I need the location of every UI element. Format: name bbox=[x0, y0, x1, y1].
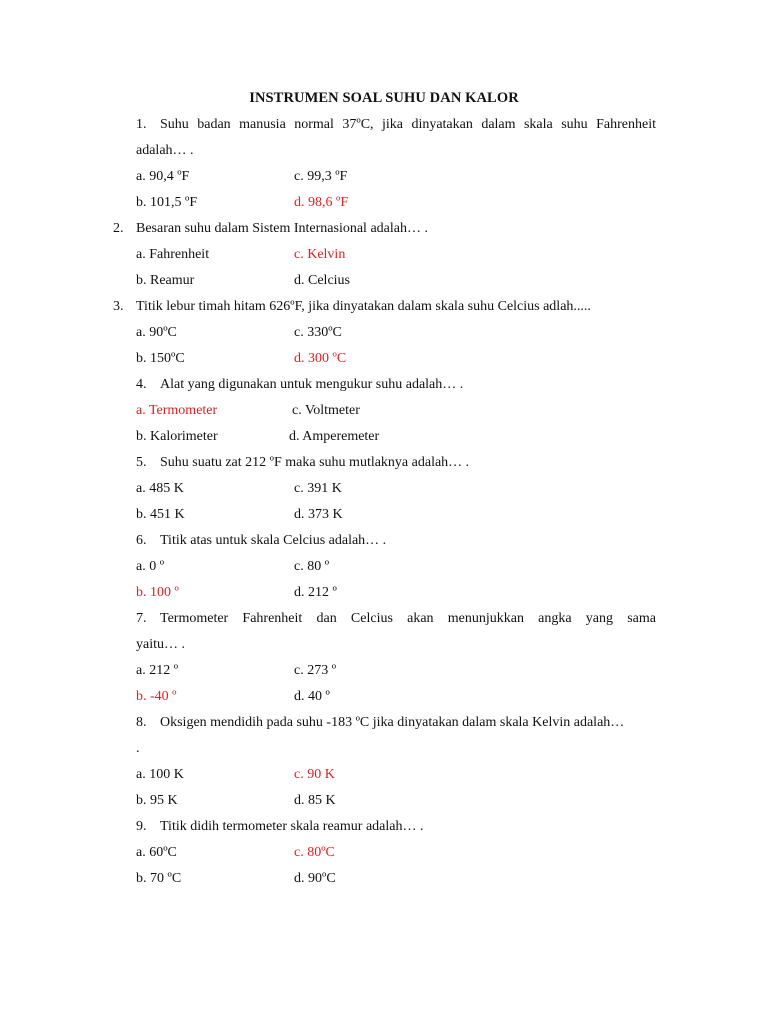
q8-option-b: b. 95 K bbox=[136, 793, 178, 808]
q2-option-d: d. Celcius bbox=[294, 273, 350, 288]
q1-number: 1. bbox=[136, 117, 147, 132]
q9-option-a: a. 60ºC bbox=[136, 845, 177, 860]
q9-number: 9. bbox=[136, 819, 147, 834]
q6-text: Titik atas untuk skala Celcius adalah… . bbox=[160, 533, 387, 548]
q9-option-c-answer: c. 80ºC bbox=[294, 845, 335, 860]
q3-option-d-answer: d. 300 ºC bbox=[294, 351, 347, 366]
q1-option-d-answer: d. 98,6 ºF bbox=[294, 195, 349, 210]
document-title: INSTRUMEN SOAL SUHU DAN KALOR bbox=[249, 90, 519, 106]
q7-option-b-answer: b. -40 º bbox=[136, 689, 177, 704]
q8-text-line1: Oksigen mendidih pada suhu -183 ºC jika dinyatakan dalam skala Kelvin adalah… bbox=[160, 715, 625, 730]
q4-option-a-answer: a. Termometer bbox=[136, 403, 218, 418]
q7-text-line1: Termometer Fahrenheit dan Celcius akan menunjukkan angka yang sama bbox=[160, 611, 656, 626]
q6-option-b-answer: b. 100 º bbox=[136, 585, 179, 600]
q7-number: 7. bbox=[136, 611, 147, 626]
q4-option-b: b. Kalorimeter bbox=[136, 429, 218, 444]
q9-text: Titik didih termometer skala reamur adalah… . bbox=[160, 819, 424, 834]
q3-text: Titik lebur timah hitam 626ºF, jika dinyatakan dalam skala suhu Celcius adlah..... bbox=[136, 299, 591, 314]
q3-option-c: c. 330ºC bbox=[294, 325, 342, 340]
q7-text-line2: yaitu… . bbox=[136, 637, 185, 652]
q4-option-d: d. Amperemeter bbox=[289, 429, 380, 444]
q6-option-c: c. 80 º bbox=[294, 559, 330, 574]
q6-option-d: d. 212 º bbox=[294, 585, 337, 600]
q2-option-b: b. Reamur bbox=[136, 273, 195, 288]
q7-option-a: a. 212 º bbox=[136, 663, 179, 678]
q7-option-d: d. 40 º bbox=[294, 689, 330, 704]
q5-number: 5. bbox=[136, 455, 147, 470]
q4-option-c: c. Voltmeter bbox=[292, 403, 360, 418]
q2-number: 2. bbox=[113, 221, 124, 236]
q6-option-a: a. 0 º bbox=[136, 559, 165, 574]
q1-option-a: a. 90,4 ºF bbox=[136, 169, 190, 184]
q8-number: 8. bbox=[136, 715, 147, 730]
q8-option-a: a. 100 K bbox=[136, 767, 184, 782]
q7-option-c: c. 273 º bbox=[294, 663, 337, 678]
q8-text-line2: . bbox=[136, 741, 140, 756]
q8-option-c-answer: c. 90 K bbox=[294, 767, 335, 782]
q1-text-line1: Suhu badan manusia normal 37ºC, jika dinyatakan dalam skala suhu Fahrenheit bbox=[160, 117, 656, 132]
q2-text: Besaran suhu dalam Sistem Internasional adalah… . bbox=[136, 221, 428, 236]
q4-number: 4. bbox=[136, 377, 147, 392]
q9-option-d: d. 90ºC bbox=[294, 871, 336, 886]
q6-number: 6. bbox=[136, 533, 147, 548]
q5-option-b: b. 451 K bbox=[136, 507, 185, 522]
q1-option-c: c. 99,3 ºF bbox=[294, 169, 348, 184]
q1-option-b: b. 101,5 ºF bbox=[136, 195, 198, 210]
q3-option-a: a. 90ºC bbox=[136, 325, 177, 340]
q2-option-c-answer: c. Kelvin bbox=[294, 247, 346, 262]
q2-option-a: a. Fahrenheit bbox=[136, 247, 210, 262]
q5-option-c: c. 391 K bbox=[294, 481, 342, 496]
q5-option-d: d. 373 K bbox=[294, 507, 343, 522]
q5-text: Suhu suatu zat 212 ºF maka suhu mutlaknya adalah… . bbox=[160, 455, 470, 470]
q3-option-b: b. 150ºC bbox=[136, 351, 185, 366]
q1-text-line2: adalah… . bbox=[136, 143, 194, 158]
q9-option-b: b. 70 ºC bbox=[136, 871, 182, 886]
q8-option-d: d. 85 K bbox=[294, 793, 336, 808]
q3-number: 3. bbox=[113, 299, 124, 314]
q5-option-a: a. 485 K bbox=[136, 481, 184, 496]
q4-text: Alat yang digunakan untuk mengukur suhu adalah… . bbox=[160, 377, 464, 392]
